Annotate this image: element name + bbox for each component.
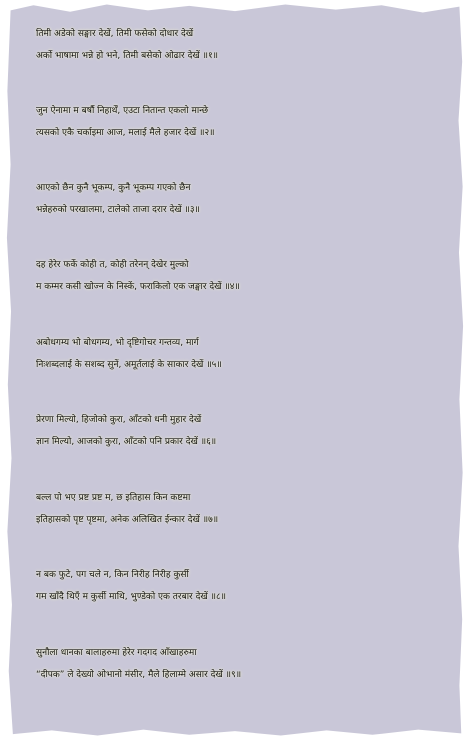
stanza-line: ज्ञान मिल्यो, आजको कुरा, आँटको पनि प्रकार देखें ॥६॥ [36, 437, 217, 447]
stanza-line: तिमी अडेको सङ्घार देखें, तिमी फसेको दोधार देखें [36, 29, 194, 39]
stanza-line: गम खाँदै थिएँ म कुर्सी माथि, भुण्डेको एक तरबार देखें ॥८॥ [36, 592, 227, 602]
stanza-line: “दीपक” ले देख्यो ओभानो मंसीर, मैले हिलाम्मे असार देखें ॥९॥ [36, 670, 242, 680]
stanza-line: न बक फुटे, पग चले न, किन निरीह निरीह कुर्सी [36, 570, 189, 580]
stanza-line: आएको छैन कुनै भूकम्प, कुनै भूकम्प गएको छैन [36, 183, 191, 193]
stanza-8 [36, 564, 456, 608]
stanza-1 [36, 23, 456, 67]
stanza-line: म कम्मर कसी खोज्न के निस्कें, फराकिलो एक जङ्घार देखें ॥४॥ [36, 282, 240, 292]
stanza-line: इतिहासको पृष्ट पृष्टमा, अनेक अलिखित ईन्कार देखें ॥७॥ [36, 515, 219, 525]
stanza-9 [36, 642, 456, 686]
stanza-line: दह हेरेर फर्के कोही त, कोही तरेनन् देखेर मुल्को [36, 260, 189, 270]
stanza-7 [36, 487, 456, 531]
stanza-line: त्यसको एकै चर्काइमा आज, मलाई मैले हजार देखें ॥२॥ [36, 128, 215, 138]
stanza-line: बल्ल पो भए प्रष्ट प्रष्ट म, छ इतिहास किन कष्टमा [36, 493, 191, 503]
stanza-line: प्रेरणा मिल्यो, हिजोको कुरा, आँटको धनी मुहार देखें [36, 415, 202, 425]
stanza-line: अर्को भाषामा भन्ने हो भने, तिमी बसेको ओढार देखें ॥१॥ [36, 51, 219, 61]
stanza-2 [36, 100, 456, 144]
stanza-line: निःशब्दलाई के सशब्द सुनें, अमूर्तलाई के साकार देखें ॥५॥ [36, 360, 222, 370]
stanza-3 [36, 177, 456, 221]
stanza-4 [36, 254, 456, 298]
stanza-line: जुन ऐनामा म बर्षौ निहार्थें, एउटा नितान्त एकलो मान्छे [36, 106, 209, 116]
stanza-line: अबोधगम्य भो बोधगम्य, भो दृष्टिगोचर गन्तव्य, मार्ग [36, 338, 199, 348]
stanza-line: भन्नेहरुको परखालमा, टालेको ताजा दरार देखें ॥३॥ [36, 205, 200, 215]
stanza-line: सुनौला धानका बालाहरुमा हेरेर गदगद आँखाहरुमा [36, 648, 197, 658]
stanza-6 [36, 409, 456, 453]
stanza-5 [36, 332, 456, 376]
